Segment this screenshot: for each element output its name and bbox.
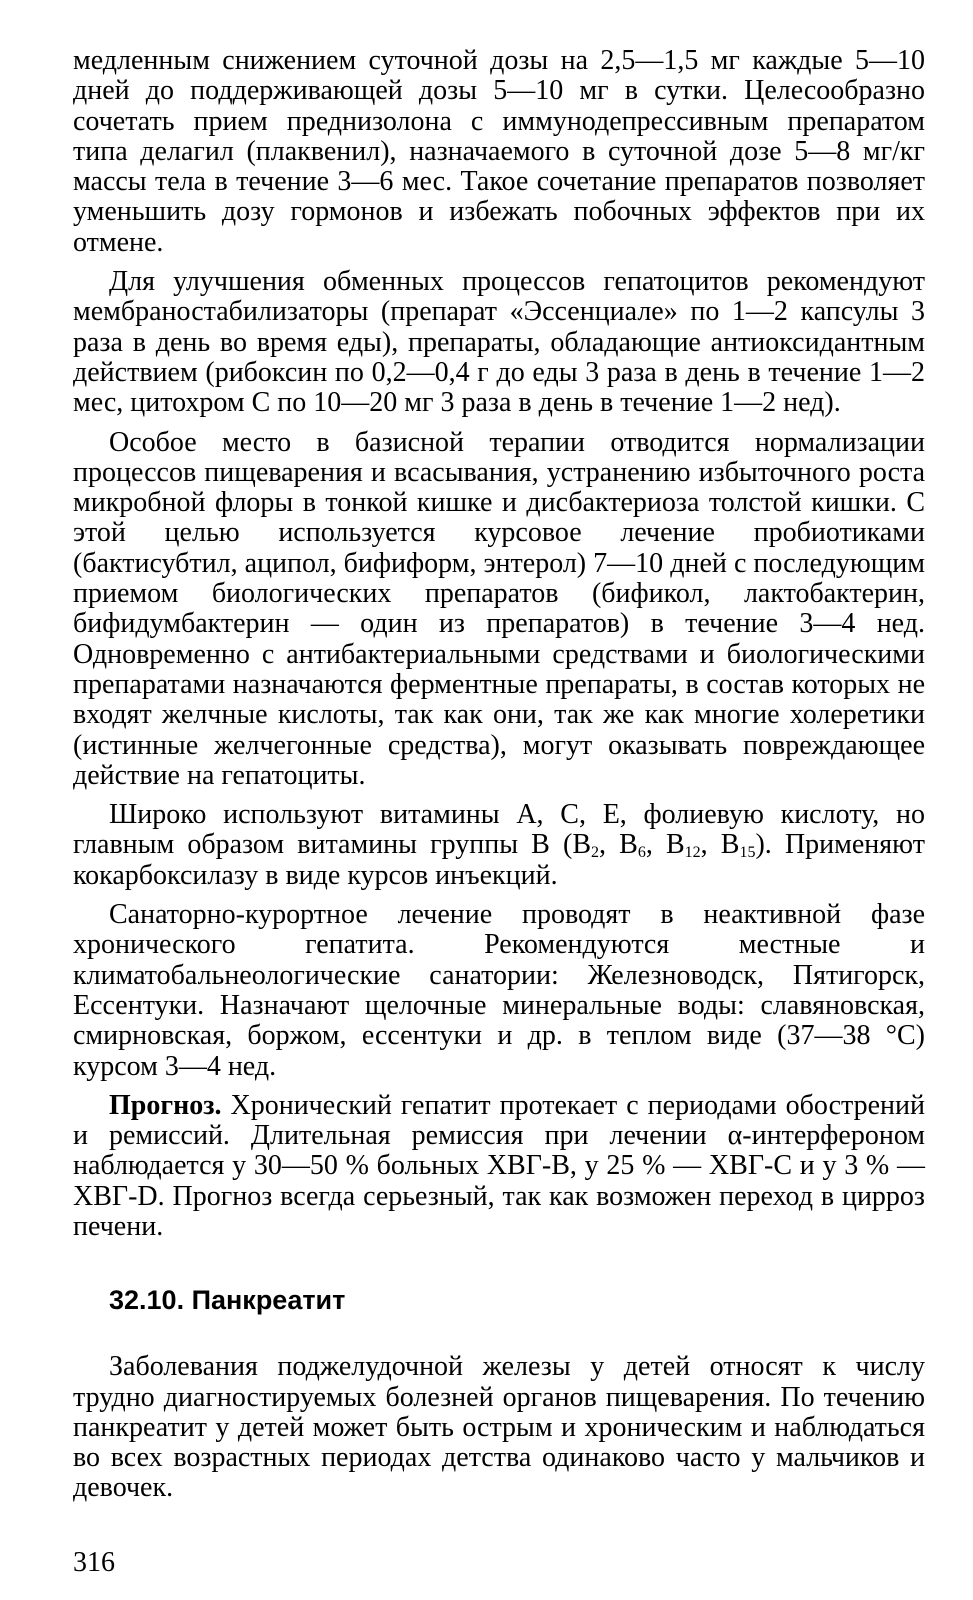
prognosis-text: Хронический гепатит протекает с периодами обострений и ремиссий. Длительная ремиссия при лечении α-интерфероном наблюдается у 30—50 % больных ХВГ-В, у 25 % — ХВГ-С и у 3 % — ХВГ-D. Прогноз всегда серьезный, так как возможен переход в цирроз печени. (73, 1089, 925, 1242)
vitamin-subscript: 15 (739, 844, 756, 862)
paragraph-prednisolone-dosage: медленным снижением суточной дозы на 2,5—1,5 мг каждые 5—10 дней до поддерживающей дозы 5—10 мг в сутки. Целесообразно сочетать прием преднизолона с иммунодепрессивным препаратом типа делагил (плаквенил), назначаемого в суточной дозе 5—8 мг/кг массы тела в течение 3—6 мес. Такое сочетание препаратов позволяет уменьшить дозу гормонов и избежать побочных эффектов при их отмене. (73, 45, 925, 258)
page-body (73, 46, 925, 1504)
section-heading: 32.10. Панкреатит (109, 1285, 346, 1316)
paragraph-digestion-normalization: Особое место в базисной терапии отводится нормализации процессов пищеварения и всасывания, устранению избыточного роста микробной флоры в тонкой кишке и дисбактериоза толстой кишки. С этой целью используется курсовое лечение пробиотиками (бактисубтил, аципол, бифиформ, энтерол) 7—10 дней с последующим приемом биологических препаратов (бификол, лактобактерин, бифидумбактерин — один из препаратов) в течение 3—4 нед. Одновременно с антибактериальными средствами и биологическими препаратами назначаются ферментные препараты, в состав которых не входят желчные кислоты, так как они, так же как многие холеретики (истинные желчегонные средства), могут оказывать повреждающее действие на гепатоциты. (73, 426, 925, 791)
paragraph-pancreatitis-intro: Заболевания поджелудочной железы у детей относят к числу трудно диагностируемых болезней органов пищеварения. По течению панкреатит у детей может быть острым и хроническим и наблюдаться во всех возрастных периодах детства одинаково часто у мальчиков и девочек. (73, 1351, 925, 1504)
vitamin-subscript: 2 (591, 844, 599, 862)
vitamins-text-before: Широко используют витамины А, С, Е, фолиевую кислоту, но главным образом витамины группы В (В (73, 799, 925, 861)
prognosis-term: Прогноз. (109, 1089, 222, 1121)
vitamins-separator: , В (700, 829, 740, 861)
vitamins-text-after: ). Применяют кокарбоксилазу в виде курсов инъекций. (73, 829, 925, 891)
vitamins-separator: , В (645, 829, 685, 861)
vitamin-subscript: 6 (637, 844, 646, 862)
paragraph-vitamins (73, 800, 925, 891)
page-number: 316 (73, 1547, 115, 1578)
paragraph-prognosis (73, 1091, 925, 1242)
vitamin-subscript: 12 (684, 844, 701, 862)
paragraph-membrane-stabilizers: Для улучшения обменных процессов гепатоцитов рекомендуют мембраностабилизаторы (препарат «Эссенциале» по 1—2 капсулы 3 раза в день во время еды), препараты, обладающие антиоксидантным действием (рибоксин по 0,2—0,4 г до еды 3 раза в день в течение 1—2 мес, цитохром С по 10—20 мг 3 раза в день в течение 1—2 нед). (73, 266, 925, 419)
paragraph-sanatorium-treatment: Санаторно-курортное лечение проводят в неактивной фазе хронического гепатита. Рекомендуются местные и климатобальнеологические санатории: Железноводск, Пятигорск, Ессентуки. Назначают щелочные минеральные воды: славяновская, смирновская, боржом, ессентуки и др. в теплом виде (37—38 °С) курсом 3—4 нед. (73, 899, 925, 1082)
vitamins-separator: , В (599, 829, 638, 861)
